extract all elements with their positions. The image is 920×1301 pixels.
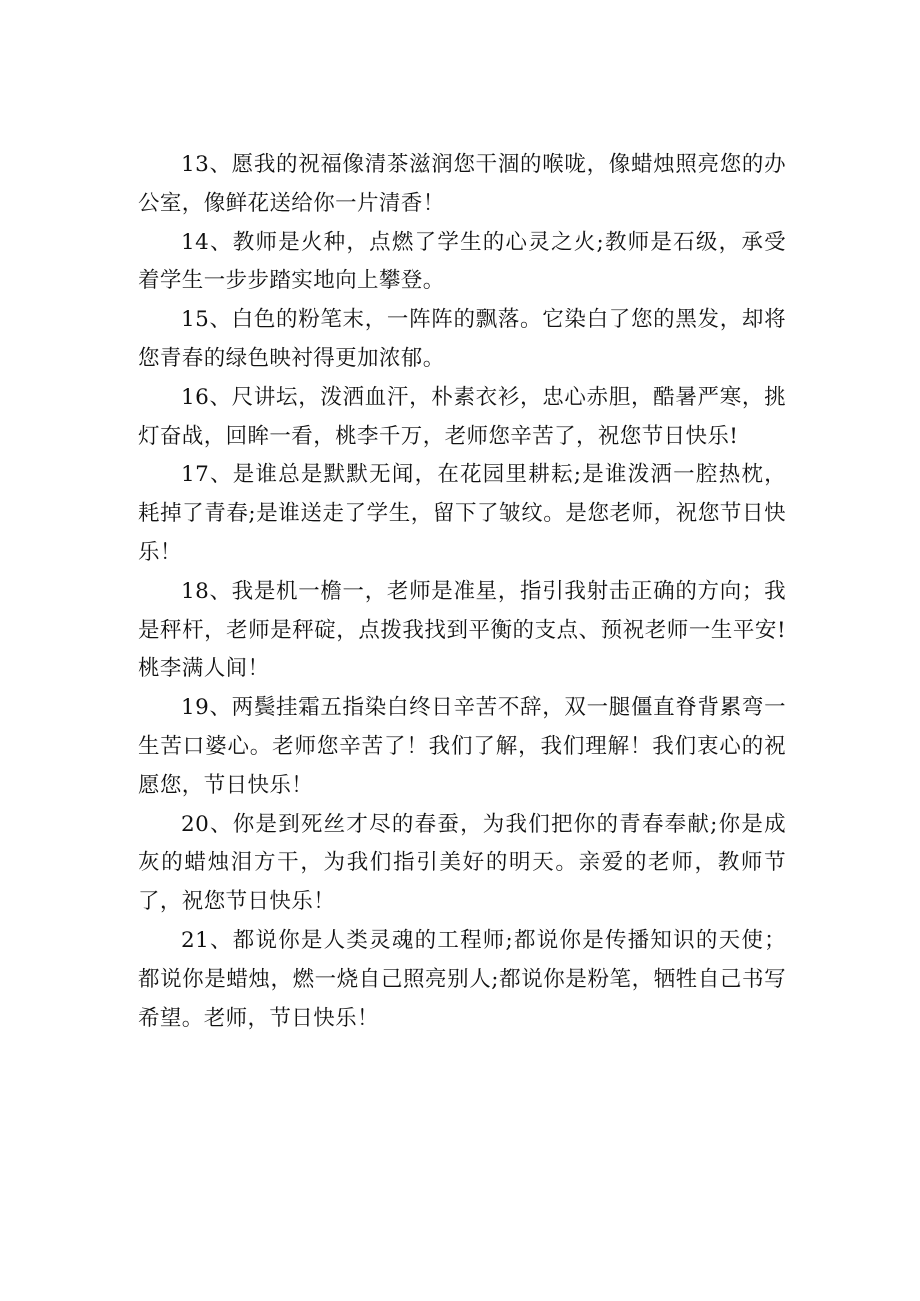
paragraph-21: 21、都说你是人类灵魂的工程师;都说你是传播知识的天使；都说你是蜡烛，燃一烧自己照亮别人;都说你是粉笔，牺牲自己书写希望。老师，节日快乐！ (138, 927, 786, 1031)
document-body (138, 146, 786, 1038)
paragraph-18: 18、我是机一檐一，老师是准星，指引我射击正确的方向；我是秤杆，老师是秤碇，点拨我找到平衡的支点、预祝老师一生平安!桃李满人间！ (138, 578, 786, 682)
paragraph-17: 17、是谁总是默默无闻，在花园里耕耘;是谁泼洒一腔热枕，耗掉了青春;是谁送走了学生，留下了皱纹。是您老师，祝您节日快乐！ (138, 462, 786, 565)
paragraph-14: 14、教师是火种，点燃了学生的心灵之火;教师是石级，承受着学生一步步踏实地向上攀登。 (138, 229, 786, 294)
paragraph-13: 13、愿我的祝福像清茶滋润您干涸的喉咙，像蜡烛照亮您的办公室，像鲜花送给你一片清香！ (138, 152, 786, 216)
paragraph-16: 16、尺讲坛，泼洒血汗，朴素衣衫，忠心赤胆，酷暑严寒，挑灯奋战，回眸一看，桃李千万，老师您辛苦了，祝您节日快乐! (138, 384, 786, 449)
paragraph-20: 20、你是到死丝才尽的春蚕，为我们把你的青春奉献;你是成灰的蜡烛泪方干，为我们指引美好的明天。亲爱的老师，教师节了，祝您节日快乐！ (138, 811, 786, 915)
paragraph-15: 15、白色的粉笔末，一阵阵的飘落。它染白了您的黑发，却将您青春的绿色映衬得更加浓郁。 (138, 307, 786, 371)
paragraph-19: 19、两鬓挂霜五指染白终日辛苦不辞，双一腿僵直脊背累弯一生苦口婆心。老师您辛苦了！我们了解，我们理解！我们衷心的祝愿您，节日快乐！ (138, 695, 786, 798)
